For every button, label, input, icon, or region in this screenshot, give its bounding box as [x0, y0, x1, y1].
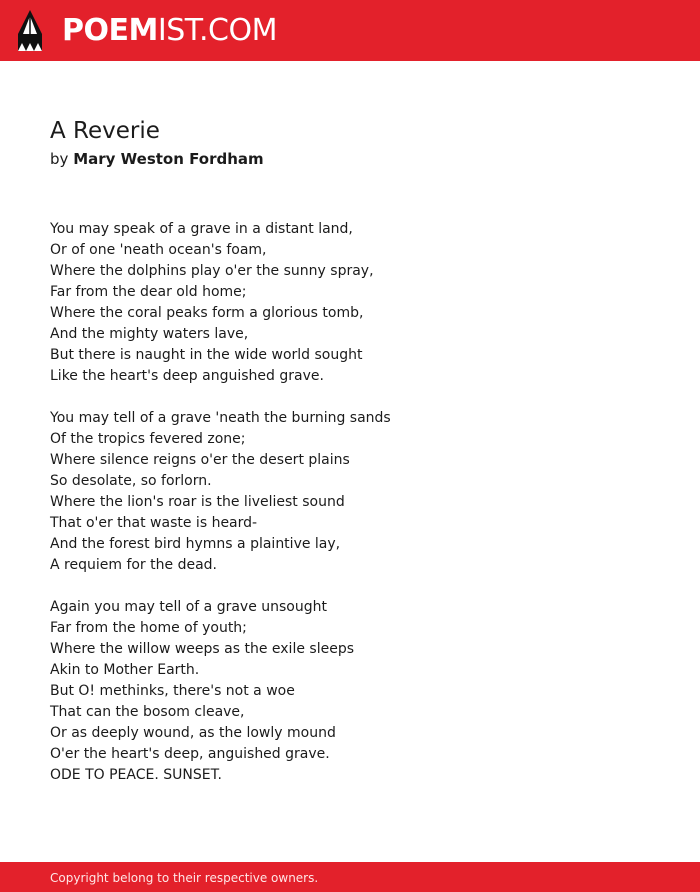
poem-stanza [50, 597, 650, 786]
poem-line: Far from the home of youth; [50, 620, 247, 636]
poem-line: Like the heart's deep anguished grave. [50, 368, 324, 384]
poem-line: That can the bosom cleave, [50, 704, 245, 720]
poem-line: Far from the dear old home; [50, 284, 247, 300]
poem-line: You may tell of a grave 'neath the burning sands [50, 410, 391, 426]
poem-byline [50, 148, 264, 170]
poem-stanza [50, 219, 650, 387]
poem-line: And the forest bird hymns a plaintive lay, [50, 536, 341, 552]
poem-title: A Reverie [50, 118, 160, 144]
poem-line: Where the dolphins play o'er the sunny spray, [50, 263, 374, 279]
poem-line: Where the coral peaks form a glorious tomb, [50, 305, 364, 321]
pen-nib-icon [18, 10, 42, 51]
poem-line: Where silence reigns o'er the desert plains [50, 452, 350, 468]
poem-line: So desolate, so forlorn. [50, 473, 212, 489]
logo-bold-part: POEM [62, 13, 158, 48]
copyright-text: Copyright belong to their respective owners. [50, 871, 319, 885]
poem-body [50, 219, 650, 786]
poem-line: You may speak of a grave in a distant land, [50, 221, 353, 237]
logo-light-part: IST.COM [157, 13, 277, 48]
poem-line: Or as deeply wound, as the lowly mound [50, 725, 336, 741]
poem-line: ODE TO PEACE. SUNSET. [50, 767, 222, 783]
poem-line: Where the willow weeps as the exile sleeps [50, 641, 354, 657]
poem-line: Or of one 'neath ocean's foam, [50, 242, 267, 258]
site-footer [0, 862, 700, 892]
poem-stanza [50, 408, 650, 576]
poem-line: And the mighty waters lave, [50, 326, 249, 342]
poem-line: But there is naught in the wide world sought [50, 347, 363, 363]
by-label: by [50, 150, 69, 168]
poem-line: Of the tropics fevered zone; [50, 431, 246, 447]
stanza-gap [50, 387, 650, 408]
poem-line: Again you may tell of a grave unsought [50, 599, 327, 615]
poem-line: Where the lion's roar is the liveliest sound [50, 494, 345, 510]
poem-line: O'er the heart's deep, anguished grave. [50, 746, 330, 762]
poem-line: Akin to Mother Earth. [50, 662, 200, 678]
stanza-gap [50, 576, 650, 597]
poem-line: But O! methinks, there's not a woe [50, 683, 295, 699]
poem-line: A requiem for the dead. [50, 557, 217, 573]
site-header [0, 0, 700, 61]
site-logo-text[interactable] [62, 11, 277, 51]
poem-line: That o'er that waste is heard- [50, 515, 258, 531]
poem-author: Mary Weston Fordham [73, 150, 264, 168]
